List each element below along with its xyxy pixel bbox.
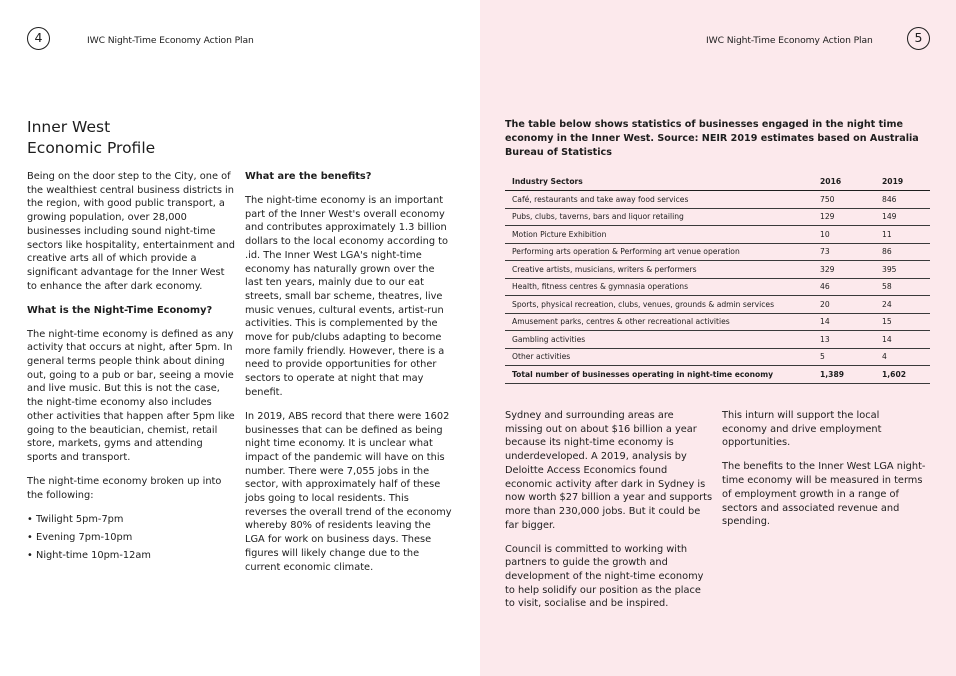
- value-2019-cell: 395: [875, 261, 930, 279]
- table-row: [505, 226, 930, 244]
- value-2016-cell: 329: [813, 261, 875, 279]
- total-2019-cell: 1,602: [875, 366, 930, 384]
- table-intro: The table below shows statistics of businesses engaged in the night time economy in the Inner West. Source: NEIR 2019 estimates based on Australia Bureau of Statistics: [505, 119, 919, 158]
- value-2019-cell: 149: [875, 208, 930, 226]
- value-2019-cell: 15: [875, 313, 930, 331]
- left-column-two: [245, 170, 453, 585]
- table-total-row: [505, 366, 930, 384]
- total-2016-cell: 1,389: [813, 366, 875, 384]
- value-2016-cell: 750: [813, 191, 875, 209]
- table-row: [505, 261, 930, 279]
- local-economy-paragraph: This inturn will support the local economy and drive employment opportunities.: [722, 410, 882, 449]
- page-number-badge: 4: [27, 27, 50, 50]
- list-item: • Night-time 10pm-12am: [27, 549, 235, 563]
- running-title: IWC Night-Time Economy Action Plan: [87, 35, 254, 46]
- page-number-badge: 5: [907, 27, 930, 50]
- sector-cell: Pubs, clubs, taverns, bars and liquor retailing: [505, 208, 813, 226]
- page-title-line1: Inner West: [27, 118, 111, 136]
- value-2019-cell: 846: [875, 191, 930, 209]
- sector-cell: Sports, physical recreation, clubs, venues, grounds & admin services: [505, 296, 813, 314]
- list-item: • Twilight 5pm-7pm: [27, 513, 235, 527]
- value-2016-cell: 10: [813, 226, 875, 244]
- running-title: IWC Night-Time Economy Action Plan: [706, 35, 873, 46]
- breakdown-intro: The night-time economy broken up into the following:: [27, 475, 222, 501]
- sector-cell: Amusement parks, centres & other recreational activities: [505, 313, 813, 331]
- table-row: [505, 208, 930, 226]
- table-row: [505, 348, 930, 366]
- value-2016-cell: 20: [813, 296, 875, 314]
- value-2019-cell: 11: [875, 226, 930, 244]
- value-2016-cell: 73: [813, 243, 875, 261]
- business-stats-table: [505, 173, 930, 384]
- table-row: [505, 331, 930, 349]
- sector-cell: Café, restaurants and take away food services: [505, 191, 813, 209]
- sector-cell: Creative artists, musicians, writers & performers: [505, 261, 813, 279]
- value-2016-cell: 46: [813, 278, 875, 296]
- right-page: [480, 0, 956, 676]
- measurement-paragraph: The benefits to the Inner West LGA night-time economy will be measured in terms of employment growth in a range of sectors and associated revenue and spending.: [722, 461, 926, 528]
- abs-stats-paragraph: In 2019, ABS record that there were 1602 businesses that can be defined as being night time economy. It is unclear what impact of the pandemic will have on this number. There were 7,055 jobs in the sector, with approximately half of these jobs going to local residents. This reverses the overall trend of the economy whereby 80% of residents leaving the LGA for work on business days. These figures will likely change due to the current economic climate.: [245, 410, 452, 573]
- sector-cell: Performing arts operation & Performing art venue operation: [505, 243, 813, 261]
- header-cell-2016: 2016: [813, 173, 875, 191]
- table-row: [505, 278, 930, 296]
- value-2019-cell: 58: [875, 278, 930, 296]
- council-commitment-paragraph: Council is committed to working with partners to guide the growth and development of the night-time economy to help solidify our position as the place to visit, socialise and be inspired.: [505, 543, 704, 610]
- sydney-economy-paragraph: Sydney and surrounding areas are missing out on about $16 billion a year because its night-time economy is underdeveloped. A 2019, analysis by Deloitte Access Economics found economic activity after dark in Sydney is now worth $27 billion a year and supports more than 230,000 jobs. But it could be far bigger.: [505, 410, 713, 531]
- page-title-line2: Economic Profile: [27, 139, 156, 157]
- value-2019-cell: 4: [875, 348, 930, 366]
- value-2019-cell: 14: [875, 331, 930, 349]
- definition-paragraph: The night-time economy is defined as any activity that occurs at night, after 5pm. In general terms people think about dining out, going to a pub or bar, seeing a movie and live music. But this is not the case, the night-time economy also includes other activities that happen after 5pm like going to the beautician, chemist, retail store, markets, gyms and attending sports and transport.: [27, 328, 235, 463]
- table-row: [505, 191, 930, 209]
- header-cell-2019: 2019: [875, 173, 930, 191]
- sector-cell: Gambling activities: [505, 331, 813, 349]
- header-cell-sector: Industry Sectors: [505, 173, 813, 191]
- value-2016-cell: 14: [813, 313, 875, 331]
- value-2019-cell: 24: [875, 296, 930, 314]
- list-item: • Evening 7pm-10pm: [27, 531, 235, 545]
- value-2016-cell: 5: [813, 348, 875, 366]
- sector-cell: Health, fitness centres & gymnasia operations: [505, 278, 813, 296]
- table-row: [505, 243, 930, 261]
- value-2016-cell: 13: [813, 331, 875, 349]
- section-heading-definition: What is the Night-Time Economy?: [27, 304, 213, 316]
- value-2019-cell: 86: [875, 243, 930, 261]
- table-row: [505, 296, 930, 314]
- total-label-cell: Total number of businesses operating in night-time economy: [505, 366, 813, 384]
- section-heading-benefits: What are the benefits?: [245, 171, 372, 182]
- sector-cell: Motion Picture Exhibition: [505, 226, 813, 244]
- page-title: [27, 117, 227, 159]
- right-column-one: [505, 409, 713, 621]
- value-2016-cell: 129: [813, 208, 875, 226]
- intro-paragraph: Being on the door step to the City, one of the wealthiest central business districts in the region, with good public transport, a growing population, over 28,000 businesses including sound night-time sectors like hospitality, entertainment and creative arts all of which provide a significant advantage for the Inner West to enhance the after dark economy.: [27, 171, 235, 292]
- time-periods-list: [27, 513, 235, 563]
- left-column-one: [27, 170, 235, 567]
- benefits-paragraph: The night-time economy is an important part of the Inner West's overall economy and contributes approximately 1.3 billion dollars to the local economy according to .id. The Inner West LGA's night-time economy has naturally grown over the last ten years, mainly due to our eat streets, small bar scheme, theatres, live music venues, cultural events, artist-run activities. This is complemented by the move for pub/clubs adapting to become more family friendly. However, there is a need to provide opportunities for other sectors to operate at night that may benefit.: [245, 195, 448, 398]
- sector-cell: Other activities: [505, 348, 813, 366]
- table-header-row: [505, 173, 930, 191]
- right-column-two: [722, 409, 927, 539]
- table-row: [505, 313, 930, 331]
